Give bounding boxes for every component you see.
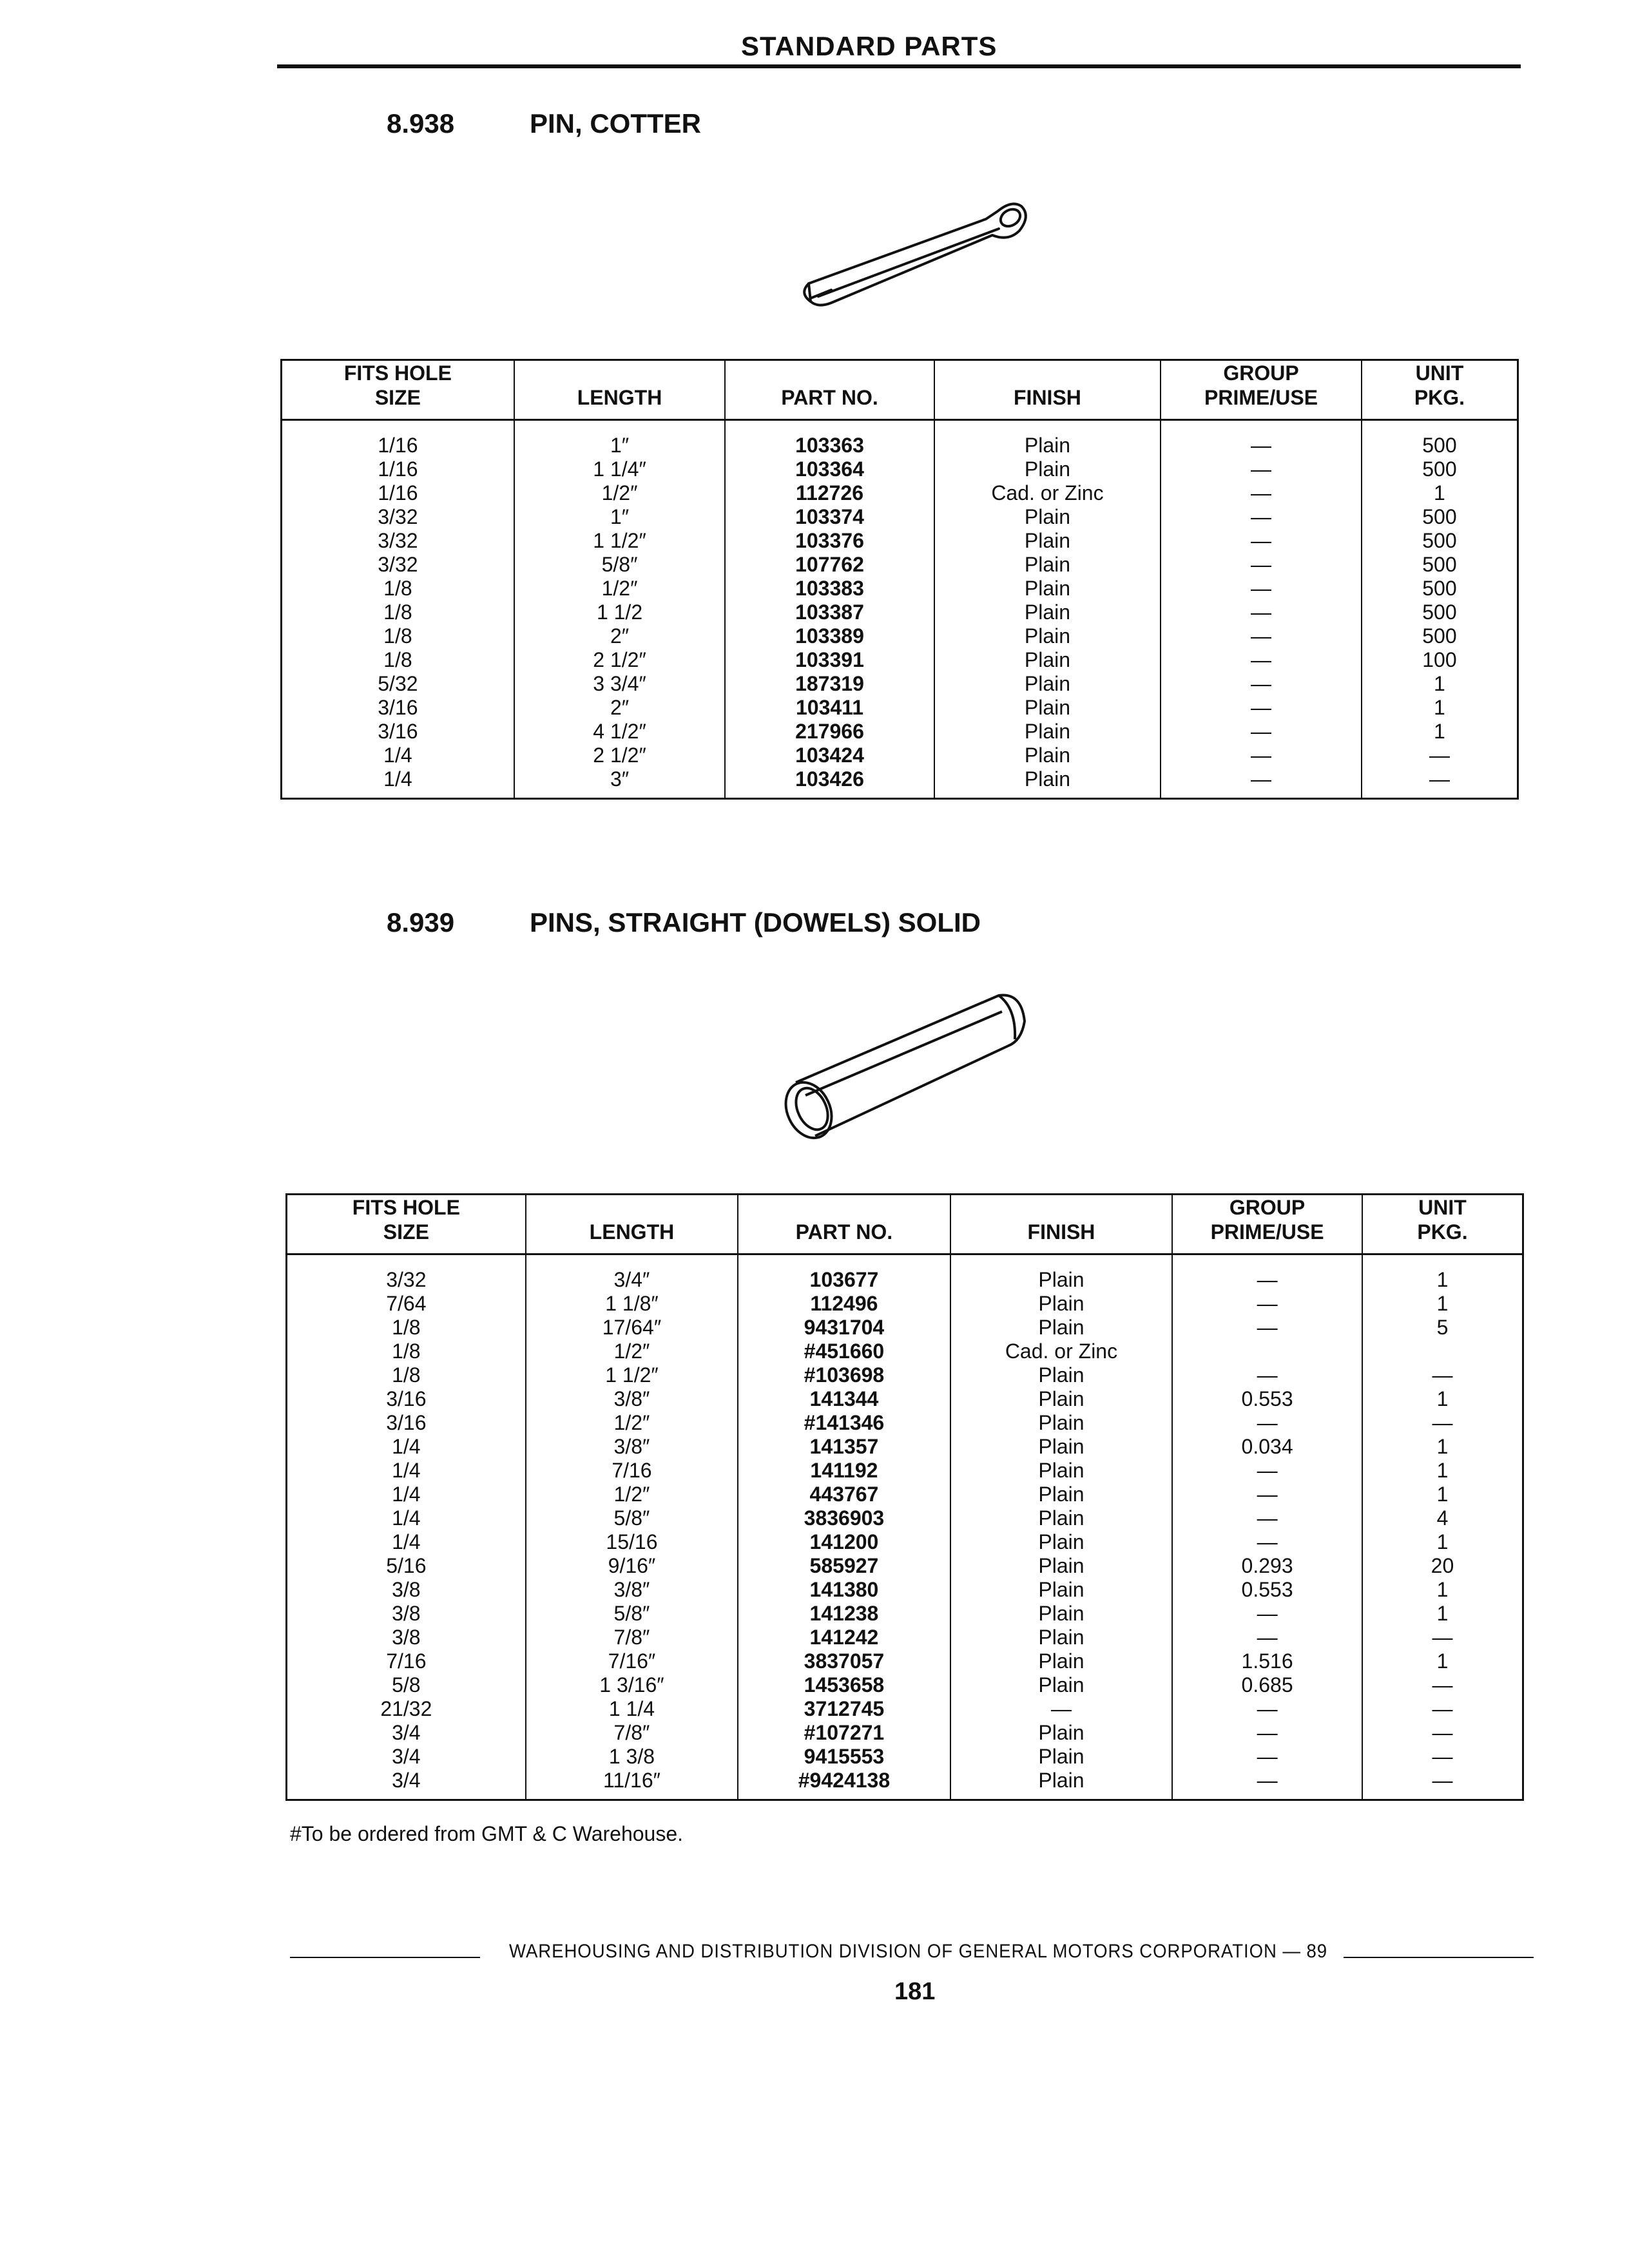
- cell-size: 1/4: [287, 1435, 526, 1459]
- cell-part-no: 9415553: [738, 1745, 950, 1769]
- cell-part-no: #141346: [738, 1411, 950, 1435]
- column-header-group: GROUP PRIME/USE: [1172, 1195, 1362, 1254]
- cell-length: 1 1/8″: [526, 1292, 738, 1316]
- table-row: [287, 1506, 1523, 1530]
- cell-part-no: 103376: [725, 529, 934, 553]
- cell-group: [1172, 1340, 1362, 1363]
- cell-group: —: [1172, 1363, 1362, 1387]
- footer-text: WAREHOUSING AND DISTRIBUTION DIVISION OF GENERAL MOTORS CORPORATION — 89: [509, 1941, 1328, 1962]
- cell-part-no: 112726: [725, 481, 934, 505]
- cell-unit-pkg: 500: [1362, 577, 1518, 601]
- table-row: [287, 1602, 1523, 1626]
- cell-group: —: [1161, 744, 1362, 767]
- cell-size: 3/8: [287, 1626, 526, 1649]
- cell-unit-pkg: 500: [1362, 457, 1518, 481]
- cell-length: 7/8″: [526, 1721, 738, 1745]
- cell-unit-pkg: —: [1362, 1745, 1523, 1769]
- column-header-finish: FINISH: [934, 360, 1161, 420]
- table-row: [287, 1673, 1523, 1697]
- cell-part-no: 585927: [738, 1554, 950, 1578]
- column-header-size: FITS HOLE SIZE: [282, 360, 514, 420]
- cell-finish: Plain: [934, 529, 1161, 553]
- table-row: [287, 1483, 1523, 1506]
- cell-part-no: 3712745: [738, 1697, 950, 1721]
- column-header-finish: FINISH: [950, 1195, 1173, 1254]
- cell-part-no: 103383: [725, 577, 934, 601]
- cell-part-no: 141344: [738, 1387, 950, 1411]
- table-row: [287, 1721, 1523, 1745]
- column-header-length: LENGTH: [526, 1195, 738, 1254]
- cell-unit-pkg: 500: [1362, 420, 1518, 458]
- cell-finish: Plain: [950, 1459, 1173, 1483]
- cell-unit-pkg: 100: [1362, 648, 1518, 672]
- cell-finish: Plain: [950, 1745, 1173, 1769]
- cell-group: —: [1161, 553, 1362, 577]
- cell-length: 5/8″: [526, 1602, 738, 1626]
- cell-part-no: #9424138: [738, 1769, 950, 1800]
- page-header: STANDARD PARTS: [741, 31, 998, 61]
- cell-unit-pkg: 1: [1362, 696, 1518, 720]
- cell-finish: Plain: [934, 744, 1161, 767]
- cell-part-no: 9431704: [738, 1316, 950, 1340]
- cell-part-no: 103374: [725, 505, 934, 529]
- cell-finish: Plain: [934, 696, 1161, 720]
- cell-size: 1/8: [287, 1316, 526, 1340]
- cell-unit-pkg: 20: [1362, 1554, 1523, 1578]
- table-row: [287, 1387, 1523, 1411]
- cell-part-no: 103426: [725, 767, 934, 799]
- cell-unit-pkg: 1: [1362, 1435, 1523, 1459]
- cell-length: 1 1/2″: [514, 529, 725, 553]
- cell-size: 7/16: [287, 1649, 526, 1673]
- table-row: [287, 1363, 1523, 1387]
- cell-part-no: 141357: [738, 1435, 950, 1459]
- table-row: [287, 1530, 1523, 1554]
- cell-group: 0.553: [1172, 1387, 1362, 1411]
- cell-finish: Plain: [950, 1483, 1173, 1506]
- cell-group: —: [1161, 672, 1362, 696]
- cell-finish: Cad. or Zinc: [950, 1340, 1173, 1363]
- cotter-pin-drawing: [793, 180, 1037, 316]
- table-row: [287, 1745, 1523, 1769]
- cell-size: 3/8: [287, 1602, 526, 1626]
- cell-finish: Plain: [934, 767, 1161, 799]
- cell-size: 3/16: [287, 1387, 526, 1411]
- cell-unit-pkg: 1: [1362, 1254, 1523, 1293]
- cell-finish: Plain: [950, 1411, 1173, 1435]
- cell-finish: Plain: [950, 1602, 1173, 1626]
- table-header-row: [282, 360, 1518, 420]
- cell-finish: Plain: [934, 601, 1161, 624]
- cell-unit-pkg: —: [1362, 1363, 1523, 1387]
- table-row: [282, 744, 1518, 767]
- cell-unit-pkg: 1: [1362, 672, 1518, 696]
- cell-unit-pkg: —: [1362, 744, 1518, 767]
- cell-finish: Plain: [934, 457, 1161, 481]
- cell-part-no: 103387: [725, 601, 934, 624]
- cell-unit-pkg: 500: [1362, 529, 1518, 553]
- footer-rule-right: [1344, 1957, 1534, 1958]
- table-row: [282, 457, 1518, 481]
- cell-unit-pkg: —: [1362, 767, 1518, 799]
- cell-part-no: 103364: [725, 457, 934, 481]
- cell-unit-pkg: —: [1362, 1721, 1523, 1745]
- cell-part-no: #107271: [738, 1721, 950, 1745]
- table-row: [287, 1292, 1523, 1316]
- dowel-pin-table: [285, 1193, 1524, 1801]
- table-row: [287, 1697, 1523, 1721]
- cell-group: —: [1161, 601, 1362, 624]
- cell-unit-pkg: 1: [1362, 1530, 1523, 1554]
- cell-length: 1/2″: [514, 481, 725, 505]
- cell-length: 7/8″: [526, 1626, 738, 1649]
- cotter-pin-table: [280, 359, 1519, 800]
- cell-finish: Plain: [950, 1721, 1173, 1745]
- cell-length: 1 1/4: [526, 1697, 738, 1721]
- cell-size: 1/8: [282, 648, 514, 672]
- cell-unit-pkg: —: [1362, 1697, 1523, 1721]
- table-row: [282, 577, 1518, 601]
- cell-finish: Plain: [950, 1649, 1173, 1673]
- cell-finish: Plain: [950, 1530, 1173, 1554]
- cell-unit-pkg: 500: [1362, 601, 1518, 624]
- cell-length: 1″: [514, 420, 725, 458]
- cell-group: —: [1161, 696, 1362, 720]
- table-row: [282, 420, 1518, 458]
- cell-group: —: [1172, 1769, 1362, 1800]
- cell-finish: Plain: [934, 672, 1161, 696]
- cell-finish: Plain: [950, 1292, 1173, 1316]
- cell-finish: Plain: [934, 505, 1161, 529]
- table-row: [287, 1769, 1523, 1800]
- cell-group: —: [1172, 1602, 1362, 1626]
- cell-length: 1/2″: [526, 1340, 738, 1363]
- dowel-pin-drawing: [776, 976, 1047, 1157]
- cell-length: 3/4″: [526, 1254, 738, 1293]
- cell-unit-pkg: 500: [1362, 505, 1518, 529]
- cell-unit-pkg: 1: [1362, 720, 1518, 744]
- cell-size: 5/16: [287, 1554, 526, 1578]
- table-row: [282, 767, 1518, 799]
- cell-part-no: 141380: [738, 1578, 950, 1602]
- cell-length: 2 1/2″: [514, 744, 725, 767]
- cell-size: 3/32: [287, 1254, 526, 1293]
- page-number: 181: [894, 1978, 936, 2005]
- cell-size: 1/8: [282, 601, 514, 624]
- cell-length: 7/16″: [526, 1649, 738, 1673]
- cell-group: —: [1161, 457, 1362, 481]
- cell-unit-pkg: [1362, 1340, 1523, 1363]
- cell-unit-pkg: 1: [1362, 1483, 1523, 1506]
- cell-part-no: 103389: [725, 624, 934, 648]
- cell-unit-pkg: —: [1362, 1626, 1523, 1649]
- cell-part-no: 141192: [738, 1459, 950, 1483]
- cell-group: 0.034: [1172, 1435, 1362, 1459]
- cell-length: 1 1/4″: [514, 457, 725, 481]
- cell-size: 3/32: [282, 505, 514, 529]
- cell-group: —: [1172, 1459, 1362, 1483]
- cell-unit-pkg: 1: [1362, 1578, 1523, 1602]
- cell-size: 3/4: [287, 1721, 526, 1745]
- cell-unit-pkg: 1: [1362, 1292, 1523, 1316]
- table-row: [287, 1578, 1523, 1602]
- cell-unit-pkg: 5: [1362, 1316, 1523, 1340]
- cell-size: 1/16: [282, 481, 514, 505]
- cell-unit-pkg: 1: [1362, 481, 1518, 505]
- table-row: [282, 481, 1518, 505]
- footnote: #To be ordered from GMT & C Warehouse.: [290, 1822, 684, 1845]
- cell-length: 7/16: [526, 1459, 738, 1483]
- cell-part-no: #103698: [738, 1363, 950, 1387]
- cell-size: 3/16: [282, 720, 514, 744]
- cell-group: —: [1172, 1292, 1362, 1316]
- cell-size: 1/4: [287, 1483, 526, 1506]
- cell-part-no: 187319: [725, 672, 934, 696]
- table-row: [282, 672, 1518, 696]
- cell-length: 1 1/2″: [526, 1363, 738, 1387]
- table-row: [287, 1340, 1523, 1363]
- table-row: [282, 720, 1518, 744]
- cell-group: —: [1161, 767, 1362, 799]
- cell-length: 1 3/8: [526, 1745, 738, 1769]
- cell-group: —: [1161, 648, 1362, 672]
- cell-length: 3″: [514, 767, 725, 799]
- cell-unit-pkg: —: [1362, 1769, 1523, 1800]
- cell-length: 15/16: [526, 1530, 738, 1554]
- cell-length: 1 3/16″: [526, 1673, 738, 1697]
- cell-group: 1.516: [1172, 1649, 1362, 1673]
- cell-length: 1 1/2: [514, 601, 725, 624]
- cell-part-no: 103363: [725, 420, 934, 458]
- cell-length: 3/8″: [526, 1578, 738, 1602]
- cell-group: —: [1172, 1506, 1362, 1530]
- cell-size: 1/8: [287, 1363, 526, 1387]
- cell-size: 3/16: [282, 696, 514, 720]
- cell-unit-pkg: 1: [1362, 1459, 1523, 1483]
- cell-size: 1/16: [282, 420, 514, 458]
- table-row: [282, 696, 1518, 720]
- cell-part-no: 443767: [738, 1483, 950, 1506]
- cell-part-no: 141200: [738, 1530, 950, 1554]
- column-header-part-no: PART NO.: [725, 360, 934, 420]
- cell-length: 1/2″: [514, 577, 725, 601]
- cell-part-no: 141238: [738, 1602, 950, 1626]
- cell-finish: Plain: [950, 1554, 1173, 1578]
- cell-group: —: [1172, 1316, 1362, 1340]
- cell-length: 1/2″: [526, 1411, 738, 1435]
- cell-group: —: [1172, 1721, 1362, 1745]
- cell-length: 5/8″: [526, 1506, 738, 1530]
- table-row: [282, 601, 1518, 624]
- section-title-cotter: PIN, COTTER: [530, 108, 702, 139]
- cell-finish: Plain: [934, 553, 1161, 577]
- cell-length: 2″: [514, 624, 725, 648]
- cell-size: 3/32: [282, 529, 514, 553]
- cell-finish: Plain: [950, 1578, 1173, 1602]
- cell-size: 1/8: [282, 624, 514, 648]
- cell-finish: Plain: [950, 1626, 1173, 1649]
- cell-unit-pkg: —: [1362, 1411, 1523, 1435]
- cell-unit-pkg: 1: [1362, 1649, 1523, 1673]
- cell-size: 5/32: [282, 672, 514, 696]
- cell-size: 1/8: [287, 1340, 526, 1363]
- cell-length: 2 1/2″: [514, 648, 725, 672]
- cell-group: —: [1161, 720, 1362, 744]
- cell-size: 1/4: [282, 767, 514, 799]
- cell-group: —: [1172, 1626, 1362, 1649]
- cell-unit-pkg: 500: [1362, 553, 1518, 577]
- footer-rule-left: [290, 1957, 480, 1958]
- cell-group: 0.293: [1172, 1554, 1362, 1578]
- cell-group: —: [1161, 505, 1362, 529]
- section-number-cotter: 8.938: [387, 108, 455, 139]
- cell-finish: Plain: [934, 720, 1161, 744]
- cell-size: 3/16: [287, 1411, 526, 1435]
- table-row: [282, 624, 1518, 648]
- cell-group: —: [1172, 1411, 1362, 1435]
- cell-unit-pkg: 500: [1362, 624, 1518, 648]
- cell-finish: Plain: [934, 648, 1161, 672]
- cell-length: 11/16″: [526, 1769, 738, 1800]
- cell-unit-pkg: 4: [1362, 1506, 1523, 1530]
- column-header-unit-pkg: UNIT PKG.: [1362, 360, 1518, 420]
- cell-group: —: [1172, 1697, 1362, 1721]
- table-row: [282, 505, 1518, 529]
- column-header-group: GROUP PRIME/USE: [1161, 360, 1362, 420]
- cell-size: 1/4: [287, 1506, 526, 1530]
- cell-group: —: [1161, 529, 1362, 553]
- cell-part-no: 3836903: [738, 1506, 950, 1530]
- cell-part-no: 103424: [725, 744, 934, 767]
- cell-size: 5/8: [287, 1673, 526, 1697]
- cell-part-no: 103411: [725, 696, 934, 720]
- table-row: [282, 648, 1518, 672]
- cell-part-no: 3837057: [738, 1649, 950, 1673]
- cell-finish: Plain: [950, 1254, 1173, 1293]
- cell-size: 1/16: [282, 457, 514, 481]
- cell-length: 2″: [514, 696, 725, 720]
- cell-length: 5/8″: [514, 553, 725, 577]
- cell-finish: Plain: [950, 1769, 1173, 1800]
- cell-size: 3/4: [287, 1769, 526, 1800]
- cell-finish: Plain: [934, 577, 1161, 601]
- cell-group: —: [1172, 1254, 1362, 1293]
- table-row: [287, 1649, 1523, 1673]
- cell-length: 1″: [514, 505, 725, 529]
- table-row: [287, 1316, 1523, 1340]
- cell-length: 1/2″: [526, 1483, 738, 1506]
- section-title-dowel: PINS, STRAIGHT (DOWELS) SOLID: [530, 907, 981, 937]
- cell-length: 3/8″: [526, 1435, 738, 1459]
- cell-size: 21/32: [287, 1697, 526, 1721]
- cell-length: 17/64″: [526, 1316, 738, 1340]
- cell-length: 9/16″: [526, 1554, 738, 1578]
- cell-group: 0.553: [1172, 1578, 1362, 1602]
- table-row: [282, 553, 1518, 577]
- table-row: [287, 1254, 1523, 1293]
- cell-group: —: [1161, 420, 1362, 458]
- cell-part-no: 141242: [738, 1626, 950, 1649]
- cell-part-no: #451660: [738, 1340, 950, 1363]
- table-header-row: [287, 1195, 1523, 1254]
- cell-finish: Plain: [950, 1506, 1173, 1530]
- cell-size: 1/4: [282, 744, 514, 767]
- cell-finish: —: [950, 1697, 1173, 1721]
- column-header-part-no: PART NO.: [738, 1195, 950, 1254]
- cell-finish: Plain: [950, 1435, 1173, 1459]
- cell-size: 7/64: [287, 1292, 526, 1316]
- cell-group: —: [1161, 624, 1362, 648]
- cell-finish: Plain: [934, 420, 1161, 458]
- cell-size: 3/8: [287, 1578, 526, 1602]
- column-header-size: FITS HOLE SIZE: [287, 1195, 526, 1254]
- cell-finish: Plain: [950, 1387, 1173, 1411]
- cell-size: 1/4: [287, 1530, 526, 1554]
- cell-length: 3/8″: [526, 1387, 738, 1411]
- cell-finish: Cad. or Zinc: [934, 481, 1161, 505]
- cell-group: —: [1172, 1530, 1362, 1554]
- cell-group: 0.685: [1172, 1673, 1362, 1697]
- cell-group: —: [1172, 1483, 1362, 1506]
- table-row: [287, 1626, 1523, 1649]
- cell-part-no: 103677: [738, 1254, 950, 1293]
- cell-group: —: [1161, 577, 1362, 601]
- cell-length: 4 1/2″: [514, 720, 725, 744]
- table-row: [282, 529, 1518, 553]
- cell-size: 1/4: [287, 1459, 526, 1483]
- table-row: [287, 1411, 1523, 1435]
- cell-finish: Plain: [950, 1363, 1173, 1387]
- cell-length: 3 3/4″: [514, 672, 725, 696]
- cell-size: 1/8: [282, 577, 514, 601]
- cell-part-no: 103391: [725, 648, 934, 672]
- cell-finish: Plain: [950, 1673, 1173, 1697]
- cell-finish: Plain: [950, 1316, 1173, 1340]
- cell-group: —: [1161, 481, 1362, 505]
- table-row: [287, 1554, 1523, 1578]
- table-row: [287, 1459, 1523, 1483]
- cell-part-no: 1453658: [738, 1673, 950, 1697]
- cell-size: 3/4: [287, 1745, 526, 1769]
- cell-group: —: [1172, 1745, 1362, 1769]
- cell-unit-pkg: 1: [1362, 1387, 1523, 1411]
- cell-part-no: 107762: [725, 553, 934, 577]
- cell-finish: Plain: [934, 624, 1161, 648]
- column-header-length: LENGTH: [514, 360, 725, 420]
- cell-part-no: 217966: [725, 720, 934, 744]
- cell-unit-pkg: —: [1362, 1673, 1523, 1697]
- column-header-unit-pkg: UNIT PKG.: [1362, 1195, 1523, 1254]
- cell-unit-pkg: 1: [1362, 1602, 1523, 1626]
- section-number-dowel: 8.939: [387, 907, 455, 937]
- cell-size: 3/32: [282, 553, 514, 577]
- table-row: [287, 1435, 1523, 1459]
- cell-part-no: 112496: [738, 1292, 950, 1316]
- header-rule: [277, 64, 1521, 68]
